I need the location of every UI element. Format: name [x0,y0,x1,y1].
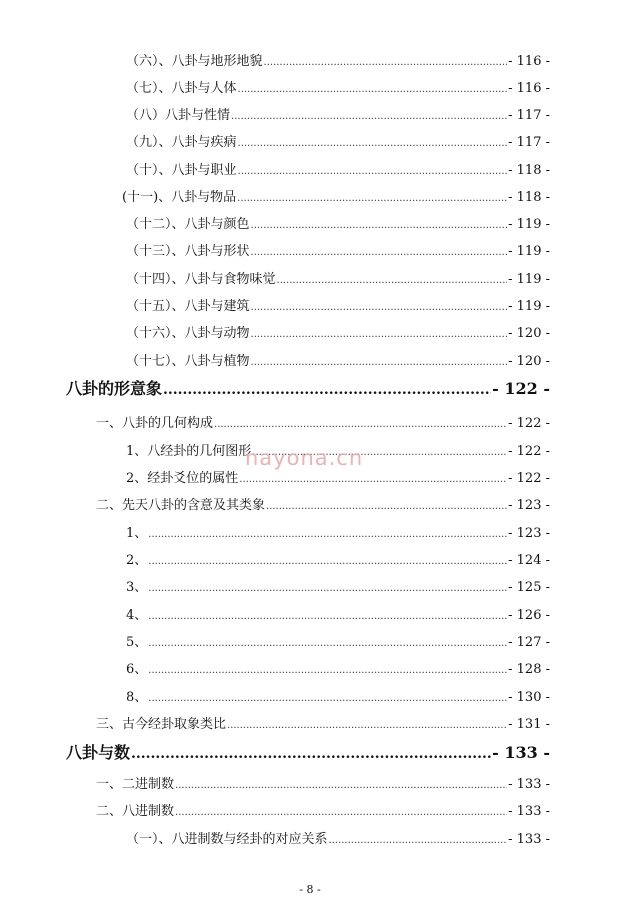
dot-leader [239,475,507,485]
toc-entry-page: - 126 - [508,608,550,623]
dot-leader [251,221,508,231]
toc-entry-page: - 128 - [508,662,550,677]
toc-entry[interactable] [126,104,550,123]
toc-entry-page: - 119 - [508,272,550,287]
toc-entry[interactable] [96,412,550,431]
dot-leader [238,139,508,149]
toc-chapter-title: 八卦与数 [66,743,131,762]
toc-entry-page: - 122 - [508,416,550,431]
toc-chapter[interactable] [66,740,550,763]
toc-entry-title: 三、古今经卦取象类比 [96,717,227,732]
toc-entry-title: 8、 [126,690,148,705]
toc-entry[interactable] [126,658,550,677]
toc-entry-page: - 133 - [508,777,550,792]
toc-entry[interactable] [126,828,550,847]
toc-entry-page: - 124 - [508,553,550,568]
dot-leader [277,276,508,286]
dot-leader [251,330,508,340]
dot-leader [175,808,507,818]
toc-entry-title: 2、经卦爻位的属性 [126,471,239,486]
toc-entry-title: 5、 [126,635,148,650]
toc-entry[interactable] [126,240,550,259]
dot-leader [264,58,508,68]
toc-entry[interactable] [126,604,550,623]
toc-entry[interactable] [126,350,550,369]
toc-entry-title: 一、二进制数 [96,777,175,792]
toc-entry[interactable] [126,159,550,178]
dot-leader [227,721,507,731]
toc-entry-page: - 130 - [508,690,550,705]
toc-entry-title: （六）、八卦与地形地貌 [126,54,263,69]
dot-leader [163,383,491,397]
toc-entry-title: 2、 [126,553,148,568]
toc-entry-page: - 119 - [508,244,550,259]
toc-entry[interactable] [126,522,550,541]
toc-entry-title: （十三）、八卦与形状 [126,244,250,259]
toc-entry-title: (十一)、八卦与物品 [122,190,237,205]
toc-entry[interactable] [126,77,550,96]
dot-leader [214,420,507,430]
dot-leader [148,639,507,649]
toc-entry[interactable] [126,322,550,341]
toc-entry-page: - 133 - [508,804,550,819]
toc-entry-title: 一、八卦的几何构成 [96,416,214,431]
toc-entry-title: （九）、八卦与疾病 [126,135,237,150]
toc-entry[interactable] [126,631,550,650]
dot-leader [237,194,507,204]
toc-entry-page: - 123 - [508,498,550,513]
dot-leader [231,112,507,122]
toc-entry-page: - 127 - [508,635,550,650]
toc-entry-title: （十六）、八卦与动物 [126,326,250,341]
toc-entry-title: （八）八卦与性情 [126,108,231,123]
toc-entry[interactable] [126,131,550,150]
toc-entry-title: 二、先天八卦的含意及其类象 [96,498,266,513]
toc-entry[interactable] [126,549,550,568]
toc-entry-page: - 125 - [508,580,550,595]
toc-entry[interactable] [126,213,550,232]
toc-entry[interactable] [126,268,550,287]
toc-entry-title: （十四）、八卦与食物味觉 [126,272,276,287]
toc-entry-title: 6、 [126,662,148,677]
toc-entry-title: 1、八经卦的几何图形 [126,444,252,459]
dot-leader [148,530,507,540]
toc-entry-page: - 117 - [508,135,550,150]
toc-entry-page: - 119 - [508,299,550,314]
dot-leader [148,584,507,594]
toc-chapter[interactable] [66,376,550,399]
toc-entry-title: 二、八进制数 [96,804,175,819]
toc-entry-page: - 122 - [508,444,550,459]
toc-entry-title: （一）、八进制数与经卦的对应关系 [126,832,328,847]
toc-entry-page: - 122 - [508,471,550,486]
toc-entry-title: （十七）、八卦与植物 [126,354,250,369]
toc-entry-title: （十五）、八卦与建筑 [126,299,250,314]
toc-chapter-page: - 122 - [492,379,550,398]
toc-entry[interactable] [122,186,550,205]
toc-entry-title: （七）、八卦与人体 [126,81,237,96]
toc-entry-page: - 120 - [508,354,550,369]
toc-entry[interactable] [126,50,550,69]
toc-entry[interactable] [96,713,550,732]
toc-entry-title: 4、 [126,608,148,623]
dot-leader [329,836,508,846]
toc-entry[interactable] [96,494,550,513]
toc-entry-page: - 116 - [508,81,550,96]
toc-entry-page: - 131 - [508,717,550,732]
toc-chapter-title: 八卦的形意象 [66,379,163,398]
toc-entry-title: 1、 [126,526,148,541]
toc-chapter-page: - 133 - [492,743,550,762]
dot-leader [175,781,507,791]
toc-entry-page: - 119 - [508,217,550,232]
toc-entry[interactable] [126,686,550,705]
toc-entry-page: - 123 - [508,526,550,541]
dot-leader [251,248,508,258]
dot-leader [266,502,507,512]
dot-leader [148,612,507,622]
toc-entry[interactable] [96,800,550,819]
watermark: nayona.cn [245,446,364,470]
toc-entry-title: （十）、八卦与职业 [126,163,237,178]
toc-entry-page: - 117 - [508,108,550,123]
toc-entry-page: - 116 - [508,54,550,69]
toc-entry-title: （十二）、八卦与颜色 [126,217,250,232]
dot-leader [148,557,507,567]
toc-entry[interactable] [96,773,550,792]
dot-leader [251,358,508,368]
toc-entry-page: - 118 - [508,190,550,205]
dot-leader [251,303,508,313]
page-number: - 8 - [299,883,321,896]
toc-entry-page: - 133 - [508,832,550,847]
dot-leader [148,694,507,704]
dot-leader [148,666,507,676]
toc-entry-page: - 120 - [508,326,550,341]
dot-leader [238,167,508,177]
toc-entry-title: 3、 [126,580,148,595]
dot-leader [131,747,491,761]
dot-leader [238,85,508,95]
toc-entry[interactable] [126,576,550,595]
toc-entry[interactable] [126,295,550,314]
toc-entry-page: - 118 - [508,163,550,178]
